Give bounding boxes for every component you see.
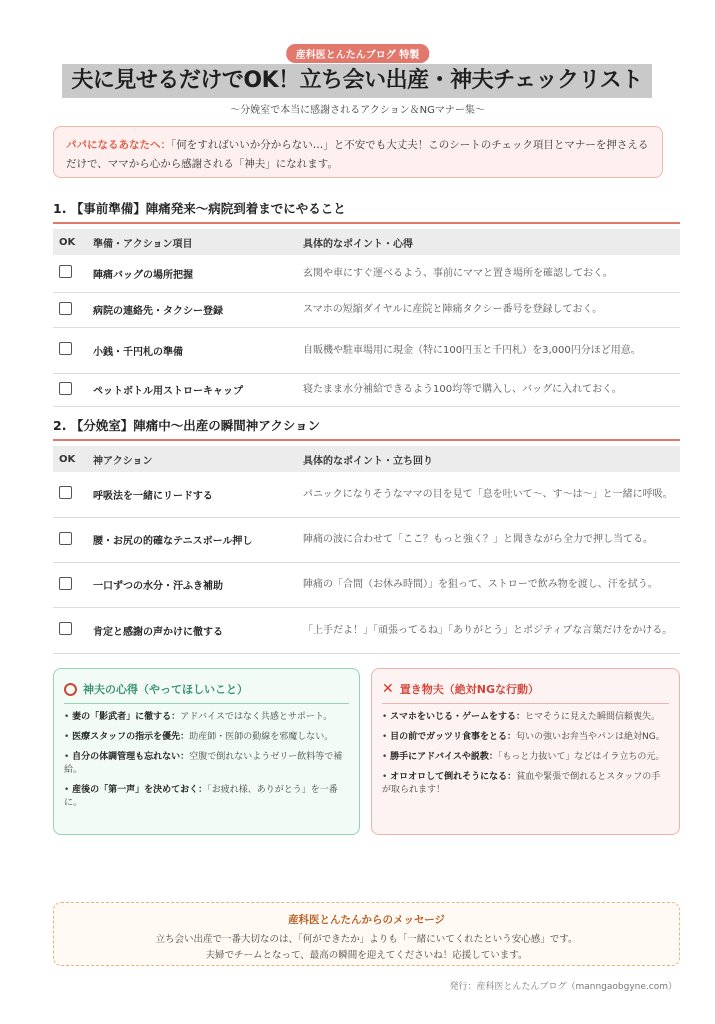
ok-checkbox[interactable] bbox=[59, 532, 72, 545]
list-item-text: 空腹で倒れないようゼリー飲料等で補給。 bbox=[64, 752, 343, 775]
list-item-lead: 自分の体調管理も忘れない： bbox=[72, 752, 190, 762]
item-desc: 寝たまま水分補給できるよう100均等で購入し、バッグに入れておく。 bbox=[297, 373, 680, 406]
page-subtitle: 〜分娩室で本当に感謝されるアクション＆NGマナー集〜 bbox=[230, 105, 485, 116]
section1-table bbox=[53, 229, 680, 407]
section1-heading: 1. 【事前準備】陣痛発来〜病院到着までにやること bbox=[53, 199, 680, 224]
blog-badge: 産科医とんたんブログ 特製 bbox=[286, 44, 429, 63]
col-ok: OK bbox=[53, 446, 87, 472]
list-item: • 自分の体調管理も忘れない：空腹で倒れないようゼリー飲料等で補給。 bbox=[64, 752, 343, 775]
item-label: 腰・お尻の的確なテニスボール押し bbox=[87, 517, 297, 562]
list-item: • オロオロして倒れそうになる：貧血や緊張で倒れるとスタッフの手が取られます！ bbox=[382, 772, 661, 795]
message-line: 夫婦でチームとなって、最高の瞬間を迎えてくださいね！応援しています。 bbox=[205, 950, 528, 961]
list-item: • 医療スタッフの指示を優先：助産師・医師の動線を邪魔しない。 bbox=[64, 732, 334, 742]
list-item: • 産後の「第一声」を決めておく：「お疲れ様、ありがとう」を一番に。 bbox=[64, 785, 338, 808]
ok-checkbox[interactable] bbox=[59, 622, 72, 635]
item-label: 陣痛バッグの場所把握 bbox=[87, 255, 297, 292]
bad-card-title bbox=[382, 681, 669, 704]
list-item-text: ヒマそうに見えた瞬間信頼喪失。 bbox=[525, 712, 661, 722]
ok-checkbox[interactable] bbox=[59, 342, 72, 355]
ok-checkbox[interactable] bbox=[59, 577, 72, 590]
publisher-footer: 発行：産科医とんたんブログ（manngaobgyne.com） bbox=[449, 982, 677, 992]
list-item-text: 助産師・医師の動線を邪魔しない。 bbox=[189, 732, 334, 742]
section2-table bbox=[53, 446, 680, 654]
list-item-lead: 産後の「第一声」を決めておく： bbox=[72, 785, 208, 795]
col-ok: OK bbox=[53, 229, 87, 255]
page-title: 夫に見せるだけでOK！立ち会い出産・神夫チェックリスト bbox=[62, 64, 652, 98]
bad-list bbox=[382, 711, 669, 797]
list-item-lead: 医療スタッフの指示を優先： bbox=[72, 732, 190, 742]
table-header-row bbox=[53, 446, 680, 472]
list-item: • スマホをいじる・ゲームをする：ヒマそうに見えた瞬間信頼喪失。 bbox=[382, 712, 661, 722]
intro-body: 「何をすればいいか分からない…」と不安でも大丈夫！このシートのチェック項目とマナーを押さえるだけで、ママから心から感謝される「神夫」になれます。 bbox=[66, 139, 649, 170]
list-item-text: 「お疲れ様、ありがとう」を一番に。 bbox=[64, 785, 338, 808]
list-item-text: 「もっと力抜いて」などはイラ立ちの元。 bbox=[497, 752, 665, 762]
col-item: 神アクション bbox=[87, 446, 297, 472]
message-title: 産科医とんたんからのメッセージ bbox=[288, 914, 445, 926]
doctor-message-box bbox=[53, 902, 680, 966]
list-item-lead: スマホをいじる・ゲームをする： bbox=[390, 712, 525, 722]
ok-checkbox[interactable] bbox=[59, 486, 72, 499]
good-card-title bbox=[64, 681, 349, 704]
item-desc: 玄関や車にすぐ運べるよう、事前にママと置き場所を確認しておく。 bbox=[297, 255, 680, 292]
item-desc: 陣痛の「合間（お休み時間）」を狙って、ストローで飲み物を渡し、汗を拭う。 bbox=[297, 562, 680, 607]
table-row bbox=[53, 472, 680, 517]
item-desc: 自販機や駐車場用に現金（特に100円玉と千円札）を3,000円分ほど用意。 bbox=[297, 327, 680, 373]
table-row bbox=[53, 327, 680, 373]
item-desc: 「上手だよ！」「頑張ってるね」「ありがとう」とポジティブな言葉だけをかける。 bbox=[297, 607, 680, 653]
item-desc: パニックになりそうなママの目を見て「息を吐いて〜、す〜は〜」と一緒に呼吸。 bbox=[297, 472, 680, 517]
good-husband-card bbox=[53, 668, 360, 835]
good-list bbox=[64, 711, 349, 810]
ok-checkbox[interactable] bbox=[59, 302, 72, 315]
table-header-row bbox=[53, 229, 680, 255]
item-desc: スマホの短縮ダイヤルに産院と陣痛タクシー番号を登録しておく。 bbox=[297, 292, 680, 327]
table-row bbox=[53, 517, 680, 562]
list-item: • 妻の「影武者」に徹する：アドバイスではなく共感とサポート。 bbox=[64, 712, 333, 722]
table-row bbox=[53, 373, 680, 406]
ng-husband-card bbox=[371, 668, 680, 835]
list-item: • 目の前でガッツリ食事をとる：匂いの強いお弁当やパンは絶対NG。 bbox=[382, 732, 665, 742]
item-desc: 陣痛の波に合わせて「ここ？もっと強く？」と聞きながら全力で押し当てる。 bbox=[297, 517, 680, 562]
col-item: 準備・アクション項目 bbox=[87, 229, 297, 255]
list-item-text: 匂いの強いお弁当やパンは絶対NG。 bbox=[516, 732, 665, 742]
message-line: 立ち会い出産で一番大切なのは、「何ができたか」よりも「一緒にいてくれたという安心感」です。 bbox=[155, 934, 578, 945]
list-item-lead: 目の前でガッツリ食事をとる： bbox=[390, 732, 516, 742]
item-label: 小銭・千円札の準備 bbox=[87, 327, 297, 373]
list-item-lead: オロオロして倒れそうになる： bbox=[390, 772, 517, 782]
cross-ng-icon: ✕ bbox=[382, 681, 394, 697]
list-item-text: アドバイスではなく共感とサポート。 bbox=[180, 712, 333, 722]
table-row bbox=[53, 255, 680, 292]
item-label: 呼吸法を一緒にリードする bbox=[87, 472, 297, 517]
col-desc: 具体的なポイント・立ち回り bbox=[297, 446, 680, 472]
intro-lead: パパになるあなたへ： bbox=[66, 139, 171, 151]
section2-heading: 2. 【分娩室】陣痛中〜出産の瞬間神アクション bbox=[53, 416, 680, 441]
item-label: 病院の連絡先・タクシー登録 bbox=[87, 292, 297, 327]
list-item-text: 貧血や緊張で倒れるとスタッフの手が取られます！ bbox=[382, 772, 661, 795]
ok-checkbox[interactable] bbox=[59, 382, 72, 395]
list-item-lead: 妻の「影武者」に徹する： bbox=[72, 712, 181, 722]
bad-card-title-text: 置き物夫（絶対NGな行動） bbox=[399, 683, 539, 696]
good-card-title-text: 神夫の心得（やってほしいこと） bbox=[83, 683, 248, 696]
col-desc: 具体的なポイント・心得 bbox=[297, 229, 680, 255]
list-item: • 勝手にアドバイスや説教：「もっと力抜いて」などはイラ立ちの元。 bbox=[382, 752, 665, 762]
circle-ok-icon bbox=[64, 683, 77, 696]
item-label: 肯定と感謝の声かけに徹する bbox=[87, 607, 297, 653]
table-row bbox=[53, 562, 680, 607]
table-row bbox=[53, 607, 680, 653]
item-label: ペットボトル用ストローキャップ bbox=[87, 373, 297, 406]
list-item-lead: 勝手にアドバイスや説教： bbox=[390, 752, 498, 762]
table-row bbox=[53, 292, 680, 327]
item-label: 一口ずつの水分・汗ふき補助 bbox=[87, 562, 297, 607]
ok-checkbox[interactable] bbox=[59, 265, 72, 278]
intro-box bbox=[53, 126, 663, 178]
